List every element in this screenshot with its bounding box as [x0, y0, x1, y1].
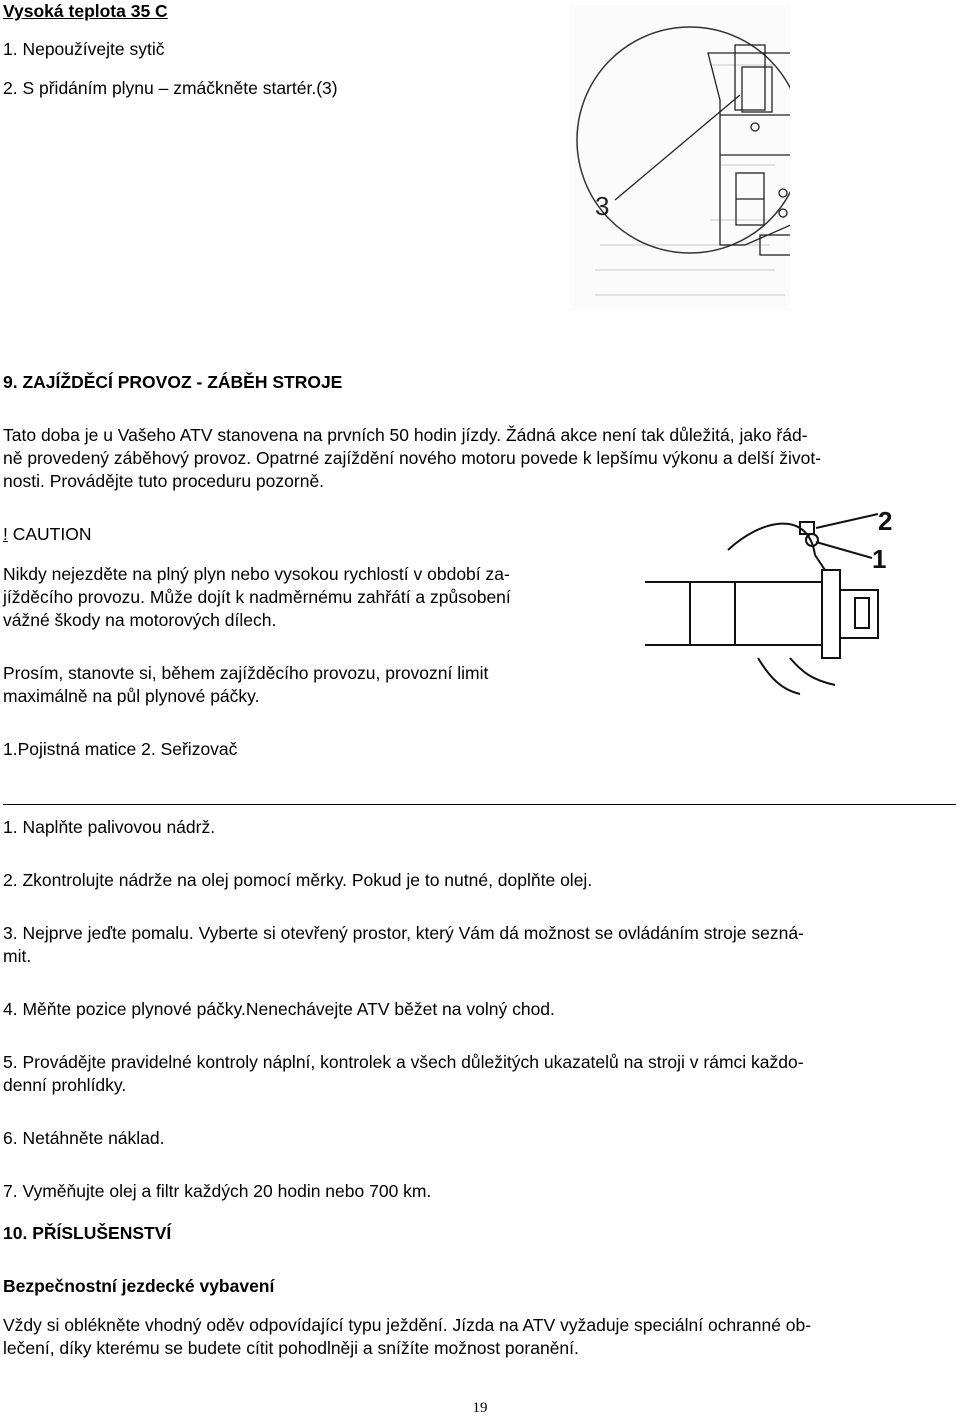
separator-line — [3, 804, 956, 805]
paragraph-line: vážné škody na motorových dílech. — [3, 610, 277, 630]
caution-mark: ! — [3, 524, 8, 544]
figure-legend: 1.Pojistná matice 2. Seřizovač — [3, 739, 238, 759]
callout-1: 1 — [872, 544, 887, 574]
list-item: 3. Nejprve jeďte pomalu. Vyberte si otevřený prostor, který Vám dá možnost se ovládáním stroje sezná- — [3, 923, 804, 943]
list-item: 2. S přidáním plynu – zmáčkněte startér.(3) — [3, 78, 338, 98]
paragraph-line: Vždy si oblékněte vhodný oděv odpovídající typu ježdění. Jízda na ATV vyžaduje speciální ochranné ob- — [3, 1315, 812, 1335]
callout-3: 3 — [595, 191, 610, 221]
paragraph-line: lečení, díky kterému se budete cítit pohodlněji a snížíte možnost poranění. — [3, 1338, 579, 1358]
caution-label: CAUTION — [7, 524, 92, 544]
callout-2: 2 — [878, 506, 893, 536]
paragraph-line: ně provedený záběhový provoz. Opatrné zajíždění nového motoru povede k lepšímu výkonu a delší život- — [3, 448, 822, 468]
figure-throttle-lever — [640, 500, 955, 695]
figure-switch-housing — [570, 5, 790, 310]
list-item: 4. Měňte pozice plynové páčky.Nenechávejte ATV běžet na volný chod. — [3, 999, 555, 1019]
list-item-continued: denní prohlídky. — [3, 1075, 127, 1095]
list-item: 2. Zkontrolujte nádrže na olej pomocí měrky. Pokud je to nutné, doplňte olej. — [3, 870, 593, 890]
list-item: 5. Provádějte pravidelné kontroly náplní, kontrolek a všech důležitých ukazatelů na stroji v rámci každo- — [3, 1052, 804, 1072]
paragraph-line: Prosím, stanovte si, během zajížděcího provozu, provozní limit — [3, 663, 489, 683]
list-item-continued: mit. — [3, 946, 32, 966]
list-item: 1. Naplňte palivovou nádrž. — [3, 817, 216, 837]
paragraph-line: Tato doba je u Vašeho ATV stanovena na prvních 50 hodin jízdy. Žádná akce není tak důležitá, jako řád- — [3, 425, 808, 445]
heading-high-temperature: Vysoká teplota 35 C — [3, 1, 168, 21]
list-item: 1. Nepoužívejte sytič — [3, 39, 165, 59]
paragraph-line: nosti. Provádějte tuto proceduru pozorně. — [3, 471, 325, 491]
section-10-subtitle: Bezpečnostní jezdecké vybavení — [3, 1276, 275, 1296]
paragraph-line: Nikdy nejezděte na plný plyn nebo vysokou rychlostí v období za- — [3, 564, 510, 584]
list-item: 7. Vyměňujte olej a filtr každých 20 hodin nebo 700 km. — [3, 1181, 432, 1201]
paragraph-line: jížděcího provozu. Může dojít k nadměrnému zahřátí a způsobení — [3, 587, 511, 607]
caution-notice — [3, 523, 92, 546]
section-9-title: 9. ZAJÍŽDĚCÍ PROVOZ - ZÁBĚH STROJE — [3, 372, 343, 392]
list-item: 6. Netáhněte náklad. — [3, 1128, 165, 1148]
page-number: 19 — [472, 1400, 488, 1416]
section-10-title: 10. PŘÍSLUŠENSTVÍ — [3, 1223, 172, 1243]
paragraph-line: maximálně na půl plynové páčky. — [3, 686, 260, 706]
